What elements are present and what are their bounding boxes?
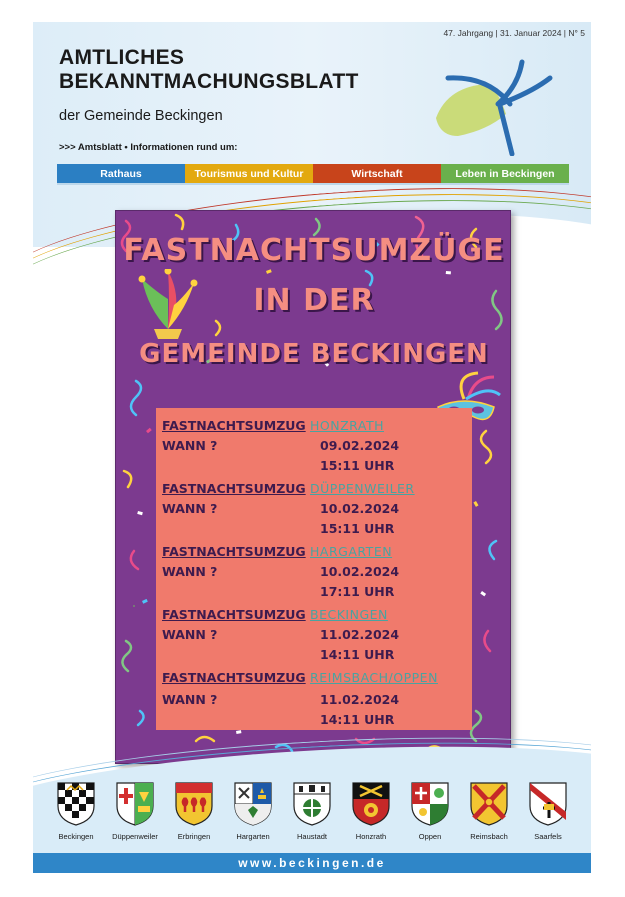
honzrath-crest-icon	[352, 782, 390, 826]
crest-oppen	[401, 782, 459, 841]
beckingen-logo-icon	[428, 56, 558, 156]
page-subtitle: der Gemeinde Beckingen	[59, 108, 223, 124]
crest-name-dueppenweiler: Düppenweiler	[112, 832, 158, 841]
crest-dueppenweiler	[106, 782, 164, 841]
crest-beckingen	[47, 782, 105, 841]
crest-saarfels	[519, 782, 577, 841]
website-url[interactable]: www.beckingen.de	[33, 853, 591, 873]
event-2-title: FASTNACHTSUMZUG DÜPPENWEILER	[162, 481, 415, 496]
event-5-date: 11.02.2024	[320, 692, 400, 707]
event-2-date: 10.02.2024	[320, 501, 400, 516]
title-line-2: BEKANNTMACHUNGSBLATT	[59, 70, 359, 93]
haustadt-crest-icon	[293, 782, 331, 826]
crest-row	[47, 782, 577, 841]
nav-wirtschaft[interactable]: Wirtschaft	[313, 164, 441, 183]
crest-erbringen	[165, 782, 223, 841]
crest-name-saarfels: Saarfels	[534, 832, 562, 841]
crest-name-haustadt: Haustadt	[296, 832, 328, 841]
crest-name-erbringen: Erbringen	[177, 832, 211, 841]
poster-title-line-3: GEMEINDE BECKINGEN	[139, 339, 489, 369]
reimsbach-crest-icon	[470, 782, 508, 826]
crest-reimsbach	[460, 782, 518, 841]
event-1-when: WANN ? 09.02.2024	[162, 438, 400, 453]
carnival-poster	[115, 210, 511, 764]
event-5-when: WANN ? 11.02.2024	[162, 692, 400, 707]
beckingen-crest-icon	[57, 782, 95, 826]
nav-bar	[57, 164, 569, 183]
event-5-place: REIMSBACH/OPPEN	[310, 670, 438, 685]
event-3-date: 10.02.2024	[320, 564, 400, 579]
erbringen-crest-icon	[175, 782, 213, 826]
info-line: >>> Amtsblatt • Informationen rund um:	[59, 142, 238, 153]
jester-hat-icon	[138, 269, 198, 341]
page	[33, 22, 591, 873]
hargarten-crest-icon	[234, 782, 272, 826]
title-line-1: AMTLICHES	[59, 46, 185, 69]
event-5-title: FASTNACHTSUMZUG REIMSBACH/OPPEN	[162, 670, 438, 685]
event-3-when: WANN ? 10.02.2024	[162, 564, 400, 579]
event-4-place: BECKINGEN	[310, 607, 388, 622]
crest-honzrath	[342, 782, 400, 841]
event-3-place: HARGARTEN	[310, 544, 393, 559]
crest-hargarten	[224, 782, 282, 841]
event-4-title: FASTNACHTSUMZUG BECKINGEN	[162, 607, 388, 622]
event-1-date: 09.02.2024	[320, 438, 400, 453]
crest-name-hargarten: Hargarten	[236, 832, 270, 841]
poster-title-line-2: IN DER	[253, 283, 375, 318]
crest-haustadt	[283, 782, 341, 841]
crest-name-honzrath: Honzrath	[355, 832, 387, 841]
event-4-when: WANN ? 11.02.2024	[162, 627, 400, 642]
event-4-time: 14:11 UHR	[320, 647, 395, 662]
saarfels-crest-icon	[529, 782, 567, 826]
event-2-when: WANN ? 10.02.2024	[162, 501, 400, 516]
event-2-place: DÜPPENWEILER	[310, 481, 415, 496]
event-1-time: 15:11 UHR	[320, 458, 395, 473]
event-2-time: 15:11 UHR	[320, 521, 395, 536]
event-3-title: FASTNACHTSUMZUG HARGARTEN	[162, 544, 393, 559]
event-1-place: HONZRATH	[310, 418, 384, 433]
nav-stripe	[57, 183, 569, 185]
stray-dot	[133, 605, 135, 607]
schedule-box	[156, 408, 472, 730]
event-5-time: 14:11 UHR	[320, 712, 395, 727]
issue-info: 47. Jahrgang | 31. Januar 2024 | N° 5	[443, 28, 585, 38]
crest-name-oppen: Oppen	[418, 832, 442, 841]
event-3-time: 17:11 UHR	[320, 584, 395, 599]
event-1-title: FASTNACHTSUMZUG HONZRATH	[162, 418, 384, 433]
crest-name-reimsbach: Reimsbach	[470, 832, 508, 841]
nav-tourismus-kultur[interactable]: Tourismus und Kultur	[185, 164, 313, 183]
nav-leben-in-beckingen[interactable]: Leben in Beckingen	[441, 164, 569, 183]
oppen-crest-icon	[411, 782, 449, 826]
poster-title-line-1: FASTNACHTSUMZÜGE	[123, 233, 505, 268]
event-4-date: 11.02.2024	[320, 627, 400, 642]
crest-name-beckingen: Beckingen	[58, 832, 94, 841]
nav-rathaus[interactable]: Rathaus	[57, 164, 185, 183]
page-title	[59, 46, 359, 94]
dueppenweiler-crest-icon	[116, 782, 154, 826]
